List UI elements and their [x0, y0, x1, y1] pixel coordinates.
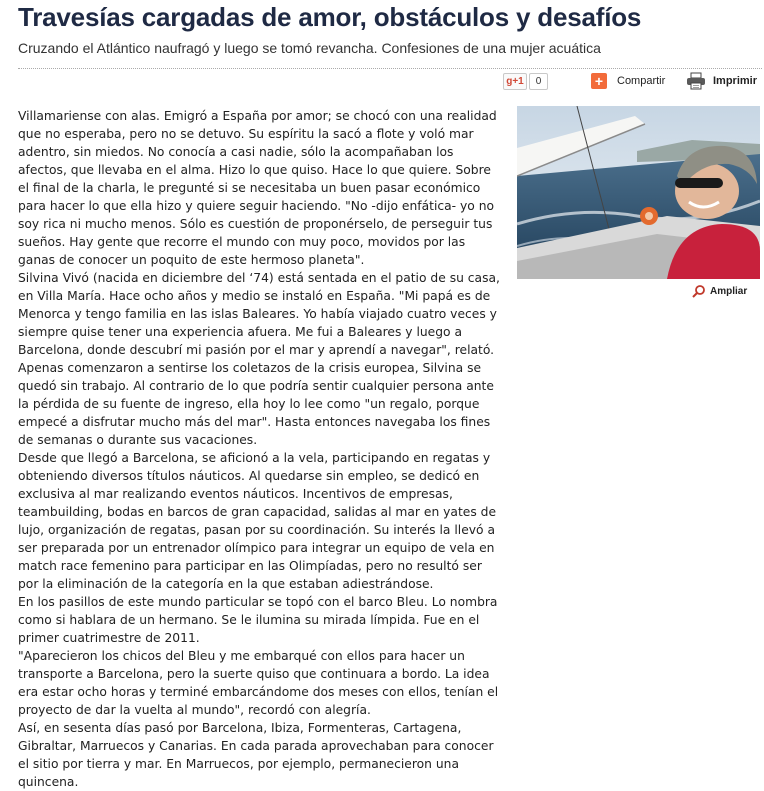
share-link[interactable]: Compartir — [617, 75, 666, 87]
print-link[interactable]: Imprimir — [713, 75, 758, 87]
article-paragraph: En los pasillos de este mundo particular se topó con el barco Bleu. Lo nombra como si hablara de un hermano. Se le ilumina su mirada límpida. Fue en el primer cuatrimestre de 2011. — [18, 595, 498, 645]
article-paragraph: Villamariense con alas. Emigró a España por amor; se chocó con una realidad que no esperaba, pero no se detuvo. Su espíritu la sacó a flote y voló mar adentro, sin miedos. No conocía a casi nadie, sólo la acompañaban los afectos, que llevaba en el alma. Hizo lo que quiso. Hace lo que quiere. Sobre el final de la charla, le pregunté si se necesitaba un buen pasar económico para hacer lo que ella hizo y quiere seguir haciendo. "No -dijo enfática- yo no soy rica ni mucho menos. Sólo es cuestión de proponérselo, de perseguir tus sueños. Hay gente que recorre el mundo con muy poco, movidos por las ganas de conocer un poquito de este hermoso planeta". — [18, 109, 497, 267]
printer-icon[interactable] — [686, 72, 706, 90]
share-plus-icon[interactable]: + — [591, 73, 607, 89]
article-subtitle: Cruzando el Atlántico naufragó y luego se tomó revancha. Confesiones de una mujer acuática — [18, 40, 601, 56]
article-paragraph: Desde que llegó a Barcelona, se aficionó a la vela, participando en regatas y obteniendo diversos títulos náuticos. Al quedarse sin empleo, se dedicó en exclusiva al mar realizando eventos náuticos. Incentivos de empresas, teambuilding, bodas en barcos de gran capacidad, salidas al mar en yates de lujo, organización de regatas, pasan por su coordinación. Su interés la llevó a ser preparada por un entrenador olímpico para integrar un equipo de vela en match race femenino para participar en las Olimpíadas, pero no resultó ser por la eliminación de la categoría en la que estaban adiestrándose. — [18, 451, 497, 591]
article-paragraph: "Aparecieron los chicos del Bleu y me embarqué con ellos para hacer un transporte a Barcelona, pero la suerte quiso que continuara a bordo. La idea era estar ocho horas y terminé embarcándome dos meses con ellos, tenían el proyecto de dar la vuelta al mundo", recordó con alegría. — [18, 649, 499, 717]
header-divider — [18, 68, 762, 69]
magnifier-icon[interactable] — [692, 285, 706, 298]
article-photo[interactable] — [517, 106, 760, 279]
zoom-link[interactable]: Ampliar — [710, 286, 748, 297]
article-paragraph: Silvina Vivó (nacida en diciembre del ‘74) está sentada en el patio de su casa, en Villa María. Hace ocho años y medio se instaló en España. "Mi papá es de Menorca y tengo familia en las islas Baleares. Yo había viajado cuatro veces y siempre quise tener una experiencia afuera. Me fui a Baleares y luego a Barcelona, donde descubrí mi pasión por el mar y aprendí a navegar", relató. Apenas comenzaron a sentirse los coletazos de la crisis europea, Silvina se quedó sin trabajo. Al contrario de lo que podría sentir cualquier persona ante la pérdida de su fuente de ingreso, ella hoy lo lee como "un regalo, porque empecé a disfrutar mucho más del mar". Hasta entonces navegaba los fines de semanas o durante sus vacaciones. — [18, 271, 500, 447]
article-body — [18, 107, 500, 791]
google-plus-count: 0 — [529, 73, 548, 90]
article-paragraph: Así, en sesenta días pasó por Barcelona, Ibiza, Formenteras, Cartagena, Gibraltar, Marruecos y Canarias. En cada parada aprovechaban para conocer el sitio por tierra y mar. En Marruecos, por ejemplo, permanecieron una quincena. — [18, 721, 494, 789]
article-title: Travesías cargadas de amor, obstáculos y desafíos — [18, 2, 642, 32]
google-plus-button[interactable]: g+1 — [503, 73, 527, 90]
